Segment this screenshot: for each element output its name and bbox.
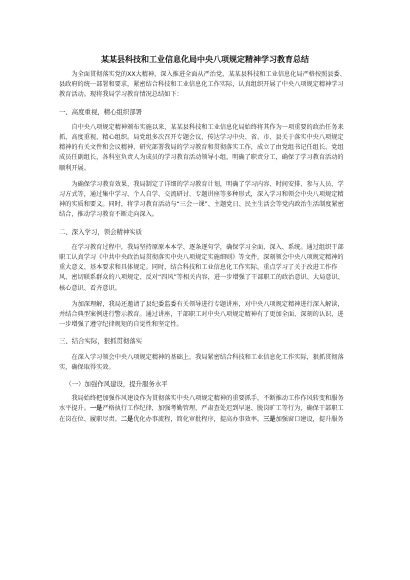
text-run: 我局始终把加强作风建设作为贯彻落实中央八项规定精神的重要抓手，不断推动工作作风转变和服务水平提升。 xyxy=(59,395,344,413)
section-3-paragraph-1: 在深入学习领会中央八项规定精神的基础上，我局紧密结合科技和工业信息化工作实际，狠抓贯彻落实，确保取得实效。 xyxy=(59,353,344,371)
section-1-heading: 一、高度重视，精心组织部署 xyxy=(59,107,143,116)
bold-marker-2: 二是 xyxy=(120,415,134,423)
bold-marker-3: 三是 xyxy=(263,415,276,423)
section-2-paragraph-1: 在学习教育过程中，我局坚持原原本本学、逐条逐句学，确保学习全面、深入、系统。通过组织干部职工认真学习《中共中央政治局贯彻落实中央八项规定实施细则》等文件，深刻领会中央八项规定精神的重大意义、基本要求和具体规定。同时，结合科技和工业信息化工作实际，重点学习了关于改进工作作风、密切联系群众的八项规定、反对“四风”等相关内容，进一步增强了干部职工的政治意识、大局意识、核心意识、看齐意识。 xyxy=(59,243,344,292)
text-run: 优化办事流程，简化审批程序，提高办事效率。 xyxy=(133,415,264,423)
text-run: 加强窗口建设，提升服务 xyxy=(275,415,344,423)
section-3-subheading-1: （一）加强作风建设，提升服务水平 xyxy=(65,380,168,389)
document-title: 某某县科技和工业信息化局中央八项规定精神学习教育总结 xyxy=(101,55,309,64)
section-1-paragraph-1: 自中央八项规定精神颁布实施以来，某某县科技和工业信息化局始终将其作为一项重要的政治任务来抓，高度重视，精心组织。局党组多次召开专题会议，传达学习中央、省、市、县关于落实中央八项规定精神的有关文件和会议精神，研究部署我局的学习教育和贯彻落实工作，成立了由党组书记任组长、党组成员任副组长，各科室负责人为成员的学习教育活动领导小组，明确了职责分工，确保了学习教育活动的顺利开展。 xyxy=(59,123,344,172)
section-3-heading: 三、结合实际，狠抓贯彻落实 xyxy=(59,337,143,346)
document-body xyxy=(59,70,349,431)
section-3-paragraph-2 xyxy=(59,394,349,425)
section-2-paragraph-2: 为加深理解，我局还邀请了县纪委监委有关领导进行专题讲座，对中央八项规定精神进行深入解读，并结合典型案例进行警示教育。通过讲座，干部职工对中央八项规定精神有了更加全面、深刻的认识，进一步增强了遵守纪律规矩的自觉性和坚定性。 xyxy=(59,300,344,329)
section-2-heading: 二、深入学习，领会精神实质 xyxy=(59,227,143,236)
section-1-paragraph-2: 为确保学习教育效果，我局制定了详细的学习教育计划，明确了学习内容、时间安排、参与人员、学习方式等，通过集中学习、个人自学、交流研讨、专题讲座等多种形式，深入学习和领会中央八项规定精神的实质和要义。同时，将学习教育活动与“三会一课”、主题党日、民主生活会等党内政治生活制度紧密结合，推动学习教育不断走向深入。 xyxy=(59,180,344,219)
bold-marker-1: 一是 xyxy=(89,405,103,413)
text-run: 严格执行工作纪律，加强考勤管理，严肃查处迟到早退、脱岗旷工等行为，确保干部职工在岗在位、履职尽责。 xyxy=(59,405,344,423)
intro-paragraph: 为全面贯彻落实党的XX大精神，深入推进全面从严治党，某某县科技和工业信息化局严格按照县委、县政府的统一部署和要求，紧密结合科技和工业信息化工作实际，认真组织开展了中央八项规定精神学习教育活动。现将我局学习教育情况总结如下： xyxy=(59,71,346,99)
